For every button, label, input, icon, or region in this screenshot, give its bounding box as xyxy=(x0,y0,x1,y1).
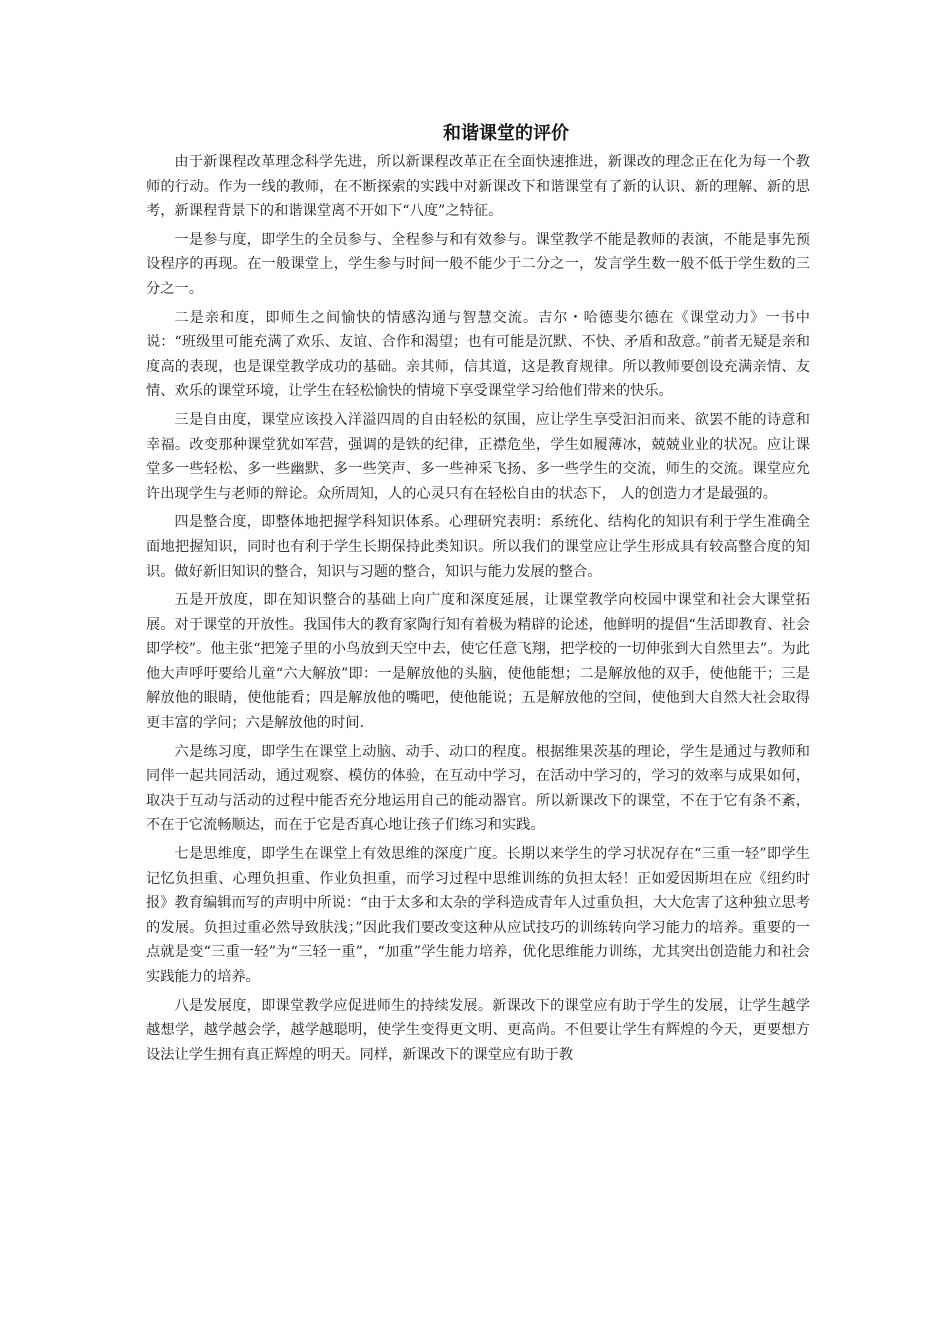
paragraph-freedom: 三是自由度，课堂应该投入洋溢四周的自由轻松的氛围，应让学生享受汩汩而来、欲罢不能的诗意和幸福。改变那种课堂犹如军营，强调的是铁的纪律，正襟危坐，学生如履薄冰，兢兢业业的状况。应让课堂多一些轻松、多一些幽默、多一些笑声、多一些神采飞扬、多一些学生的交流，师生的交流。课堂应允许出现学生与老师的辩论。众所周知，人的心灵只有在轻松自由的状态下， 人的创造力才是最强的。 xyxy=(146,411,810,502)
paragraph-intro: 由于新课程改革理念科学先进，所以新课程改革正在全面快速推进，新课改的理念正在化为每一个教师的行动。作为一线的教师，在不断探索的实践中对新课改下和谐课堂有了新的认识、新的理解、新的思考，新课程背景下的和谐课堂离不开如下“八度”之特征。 xyxy=(146,154,810,220)
paragraph-development: 八是发展度，即课堂教学应促进师生的持续发展。新课改下的课堂应有助于学生的发展，让学生越学越想学，越学越会学，越学越聪明，使学生变得更文明、更高尚。不但要让学生有辉煌的今天，更要想方设法让学生拥有真正辉煌的明天。同样，新课改下的课堂应有助于教 xyxy=(146,997,810,1063)
paragraph-participation: 一是参与度，即学生的全员参与、全程参与和有效参与。课堂教学不能是教师的表演，不能是事先预设程序的再现。在一般课堂上，学生参与时间一般不能少于二分之一，发言学生数一般不低于学生数的三分之一。 xyxy=(146,231,810,297)
paragraph-affinity: 二是亲和度，即师生之间愉快的情感沟通与智慧交流。吉尔・哈德斐尔德在《课堂动力》一书中说：“班级里可能充满了欢乐、友谊、合作和渴望；也有可能是沉默、不快、矛盾和敌意。”前者无疑是亲和度高的表现，也是课堂教学成功的基础。亲其师，信其道，这是教育规律。所以教师要创设充满亲情、友情、欢乐的课堂环境，让学生在轻松愉快的情境下享受课堂学习给他们带来的快乐。 xyxy=(146,309,810,400)
document-title: 和谐课堂的评价 xyxy=(443,123,569,144)
paragraph-openness: 五是开放度，即在知识整合的基础上向广度和深度延展，让课堂教学向校园中课堂和社会大课堂拓展。对于课堂的开放性。我国伟大的教育家陶行知有着极为精辟的论述，他鲜明的提倡“生活即教育、社会即学校”。他主张“把笼子里的小鸟放到天空中去，使它任意飞翔，把学校的一切伸张到大自然里去”。为此他大声呼吁要给儿童“六大解放”即：一是解放他的头脑，使他能想；二是解放他的双手，使他能干；三是解放他的眼睛，使他能看；四是解放他的嘴吧，使他能说；五是解放他的空间，使他到大自然大社会取得更丰富的学问；六是解放他的时间. xyxy=(146,592,810,732)
document-body xyxy=(146,121,810,1071)
paragraph-practice: 六是练习度，即学生在课堂上动脑、动手、动口的程度。根据维果茨基的理论，学生是通过与教师和同伴一起共同活动，通过观察、模仿的体验，在互动中学习，在活动中学习的，学习的效率与成果如何，取决于互动与活动的过程中能否充分地运用自己的能动器官。所以新课改下的课堂，不在于它有条不紊，不在于它流畅顺达，而在于它是否真心地让孩子们练习和实践。 xyxy=(146,743,810,834)
paragraph-integration: 四是整合度，即整体地把握学科知识体系。心理研究表明：系统化、结构化的知识有利于学生准确全面地把握知识，同时也有利于学生长期保持此类知识。所以我们的课堂应让学生形成具有较高整合度的知识。做好新旧知识的整合，知识与习题的整合，知识与能力发展的整合。 xyxy=(146,514,810,580)
paragraph-thinking: 七是思维度，即学生在课堂上有效思维的深度广度。长期以来学生的学习状况存在“三重一轻”即学生记忆负担重、心理负担重、作业负担重，而学习过程中思维训练的负担太轻！正如爱因斯坦在应《纽约时报》教育编辑而写的声明中所说：“由于太多和太杂的学科造成青年人过重负担，大大危害了这种独立思考的发展。负担过重必然导致肤浅；”因此我们要改变这种从应试技巧的训练转向学习能力的培养。重要的一点就是变“三重一轻”为“三轻一重”，“加重”学生能力培养，优化思维能力训练，尤其突出创造能力和社会实践能力的培养。 xyxy=(146,846,810,985)
